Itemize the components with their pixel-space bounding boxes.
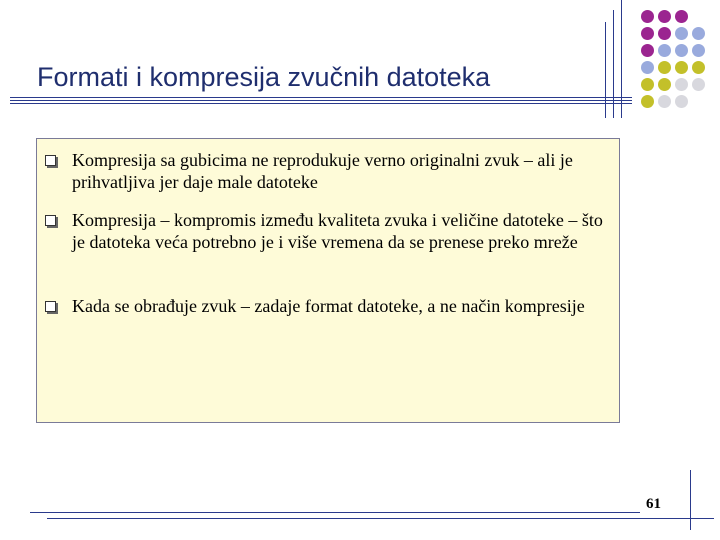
dot	[658, 78, 671, 91]
dot	[641, 27, 654, 40]
dot	[641, 10, 654, 23]
dot	[675, 78, 688, 91]
dot	[658, 27, 671, 40]
dot	[658, 10, 671, 23]
dot	[641, 44, 654, 57]
dot	[658, 61, 671, 74]
dot	[692, 61, 705, 74]
checkbox-bullet-icon	[45, 301, 56, 312]
bullet-text: Kada se obrađuje zvuk – zadaje format datoteke, a ne način kompresije	[72, 296, 585, 316]
footer-vertical-rule	[690, 470, 691, 530]
vertical-rule-3	[621, 0, 622, 118]
dot	[675, 95, 688, 108]
title-rule-bottom	[10, 103, 632, 104]
dot	[675, 61, 688, 74]
slide-title: Formati i kompresija zvučnih datoteka	[37, 62, 491, 92]
dot	[641, 95, 654, 108]
vertical-rule-1	[605, 22, 606, 118]
dot	[658, 95, 671, 108]
bullet-text: Kompresija – kompromis između kvaliteta zvuka i veličine datoteke – što je datoteka veća potrebno je i više vremena da se prenese preko mreže	[72, 210, 603, 252]
footer-rule-top	[30, 512, 640, 513]
dot	[675, 10, 688, 23]
checkbox-bullet-icon	[45, 215, 56, 226]
vertical-rule-2	[613, 10, 614, 118]
title-rule-top	[10, 97, 632, 98]
dot	[692, 78, 705, 91]
title-rule-middle	[10, 100, 632, 101]
dot	[641, 78, 654, 91]
dot	[658, 44, 671, 57]
bullet-text: Kompresija sa gubicima ne reprodukuje verno originalni zvuk – ali je prihvatljiva jer daje male datoteke	[72, 150, 573, 192]
checkbox-bullet-icon	[45, 155, 56, 166]
dot	[641, 61, 654, 74]
page-number: 61	[646, 496, 661, 512]
content-box	[36, 138, 620, 423]
dot	[692, 44, 705, 57]
decorative-dot-grid	[640, 10, 712, 120]
footer-rule-bottom	[47, 518, 714, 519]
dot	[675, 27, 688, 40]
dot	[675, 44, 688, 57]
dot	[692, 27, 705, 40]
